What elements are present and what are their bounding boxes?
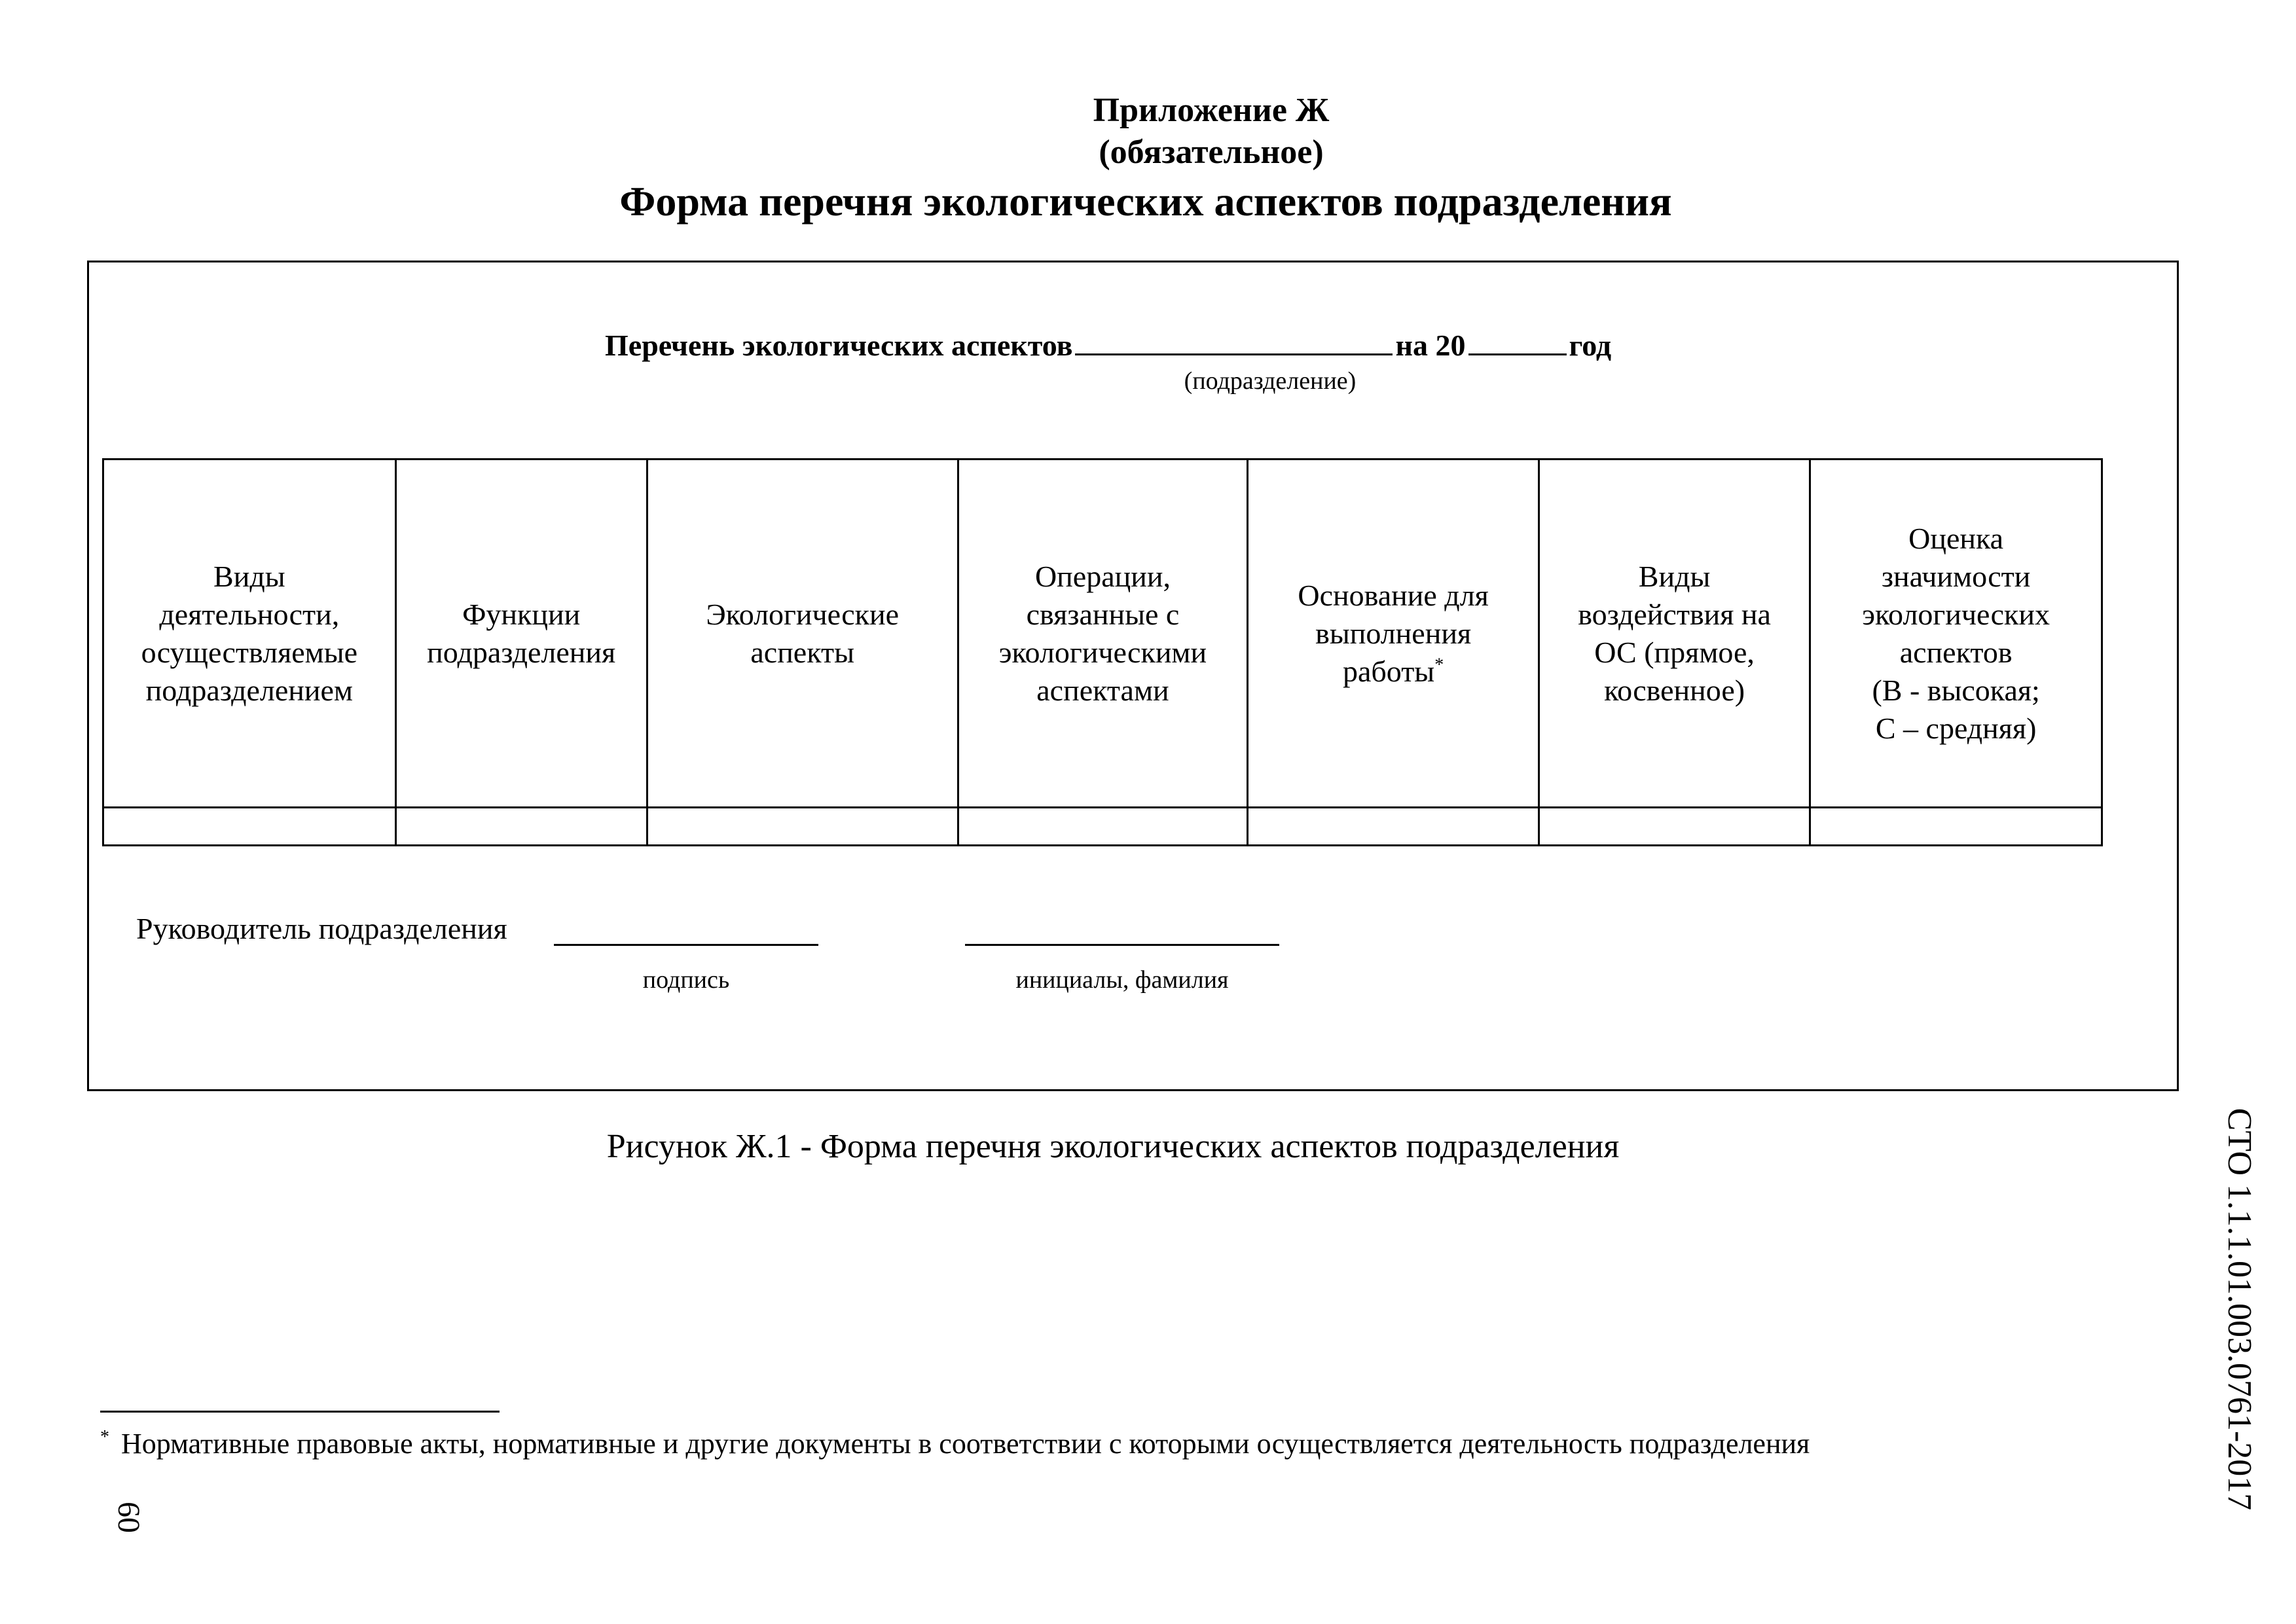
signature-blank-field[interactable]	[554, 944, 818, 946]
page-title: Форма перечня экологических аспектов подразделения	[619, 178, 1672, 225]
table-cell[interactable]	[647, 808, 958, 846]
appendix-title: Приложение Ж	[1093, 92, 1330, 129]
column-header-activities: Виды деятельности, осуществляемые подразделением	[103, 460, 396, 808]
footnote	[100, 1426, 1810, 1462]
column-header-impact: Виды воздействия на ОС (прямое, косвенное)	[1539, 460, 1810, 808]
signature-label: Руководитель подразделения	[136, 912, 507, 945]
table-cell[interactable]	[1810, 808, 2102, 846]
document-code-text: СТО 1.1.1.01.003.0761-2017	[2221, 1108, 2258, 1511]
table-cell[interactable]	[1539, 808, 1810, 846]
unit-blank-field[interactable]	[1075, 327, 1393, 355]
page-number: 60	[111, 1502, 146, 1533]
table-cell[interactable]	[103, 808, 396, 846]
unit-caption: (подразделение)	[1184, 367, 1357, 395]
footnote-text: Нормативные правовые акты, нормативные и другие документы в соответствии с которыми осуществляется деятельность подразделения	[121, 1428, 1810, 1460]
appendix-status: (обязательное)	[1099, 134, 1324, 171]
column-header-aspects: Экологические аспекты	[647, 460, 958, 808]
footnote-divider	[100, 1411, 500, 1413]
document-code	[2219, 1108, 2259, 1511]
aspects-table	[102, 458, 2103, 846]
table-cell[interactable]	[395, 808, 647, 846]
table-row	[103, 808, 2102, 846]
table-cell[interactable]	[1248, 808, 1539, 846]
column-header-significance: Оценка значимости экологических аспектов (В - высокая; С – средняя)	[1810, 460, 2102, 808]
column-header-functions: Функции подразделения	[395, 460, 647, 808]
name-caption: инициалы, фамилия	[1015, 966, 1229, 994]
figure-caption: Рисунок Ж.1 - Форма перечня экологических аспектов подразделения	[606, 1128, 1620, 1165]
year-blank-field[interactable]	[1468, 327, 1567, 355]
signature-caption: подпись	[642, 966, 730, 994]
list-heading-year-suffix: год	[1569, 329, 1612, 362]
list-heading-prefix: Перечень экологических аспектов	[605, 329, 1073, 362]
list-heading	[605, 327, 1611, 364]
column-header-operations: Операции, связанные с экологическими аспектами	[958, 460, 1248, 808]
footnote-reference: *	[1434, 655, 1444, 676]
footnote-mark: *	[100, 1427, 109, 1448]
name-blank-field[interactable]	[965, 944, 1279, 946]
list-heading-year-prefix: на 20	[1395, 329, 1466, 362]
table-header-row	[103, 460, 2102, 808]
table-cell[interactable]	[958, 808, 1248, 846]
column-header-basis: Основание для выполнения работы*	[1248, 460, 1539, 808]
